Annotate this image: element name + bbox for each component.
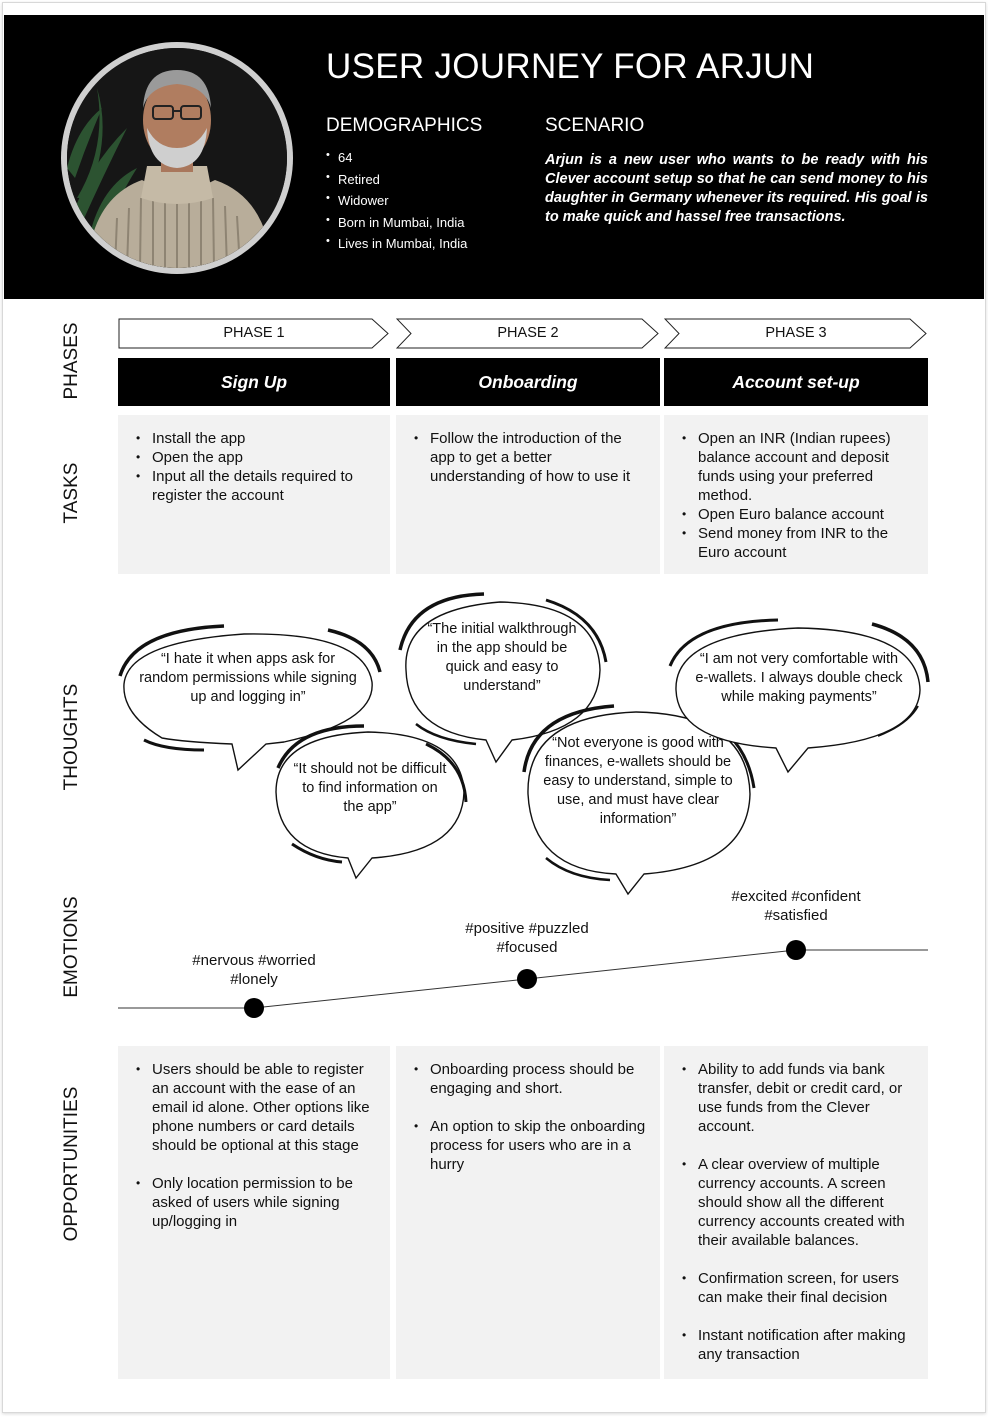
- task-item: • Follow the introduction of the app to get a better understanding of how to use it: [412, 429, 650, 486]
- thought-bubble-5: [668, 616, 930, 776]
- row-label-thoughts: THOUGHTS: [61, 683, 82, 791]
- avatar: [67, 48, 287, 268]
- row-label-opportunities: OPPORTUNITIES: [61, 1086, 82, 1242]
- avatar-portrait-illustration: [67, 48, 287, 268]
- page-title: USER JOURNEY FOR ARJUN: [326, 47, 815, 86]
- phase-1-arrow: [118, 318, 390, 349]
- emotion-label-1-line2: #lonely: [230, 971, 278, 988]
- phase-3-name: Account set-up: [664, 358, 928, 406]
- row-label-phases: PHASES: [61, 322, 82, 400]
- emotion-label-2: [417, 919, 637, 957]
- emotion-label-1: [144, 951, 364, 989]
- emotion-label-3-line2: #satisfied: [764, 907, 828, 924]
- opportunities-phase-2-box: [396, 1046, 660, 1379]
- opportunity-item: • An option to skip the onboarding process for users who are in a hurry: [412, 1117, 650, 1174]
- row-label-tasks: TASKS: [61, 462, 82, 524]
- opportunity-item: • A clear overview of multiple currency accounts. A screen should show all the different currency accounts created with their available balances.: [680, 1155, 918, 1250]
- demographics-list: [326, 150, 467, 258]
- tasks-phase-2-box: [396, 415, 660, 574]
- task-item: • Send money from INR to the Euro account: [680, 524, 918, 562]
- emotion-label-1-line1: #nervous #worried: [192, 952, 316, 969]
- tasks-phase-3-box: [664, 415, 928, 574]
- demographics-heading: DEMOGRAPHICS: [326, 115, 483, 136]
- task-item: • Open Euro balance account: [680, 505, 918, 524]
- phase-3-label: PHASE 3: [765, 325, 827, 341]
- header-banner: [4, 15, 984, 299]
- opportunity-item: • Ability to add funds via bank transfer, debit or credit card, or use funds from the Clever account.: [680, 1060, 918, 1136]
- opportunity-item: • Confirmation screen, for users can make their final decision: [680, 1269, 918, 1307]
- opportunities-phase-3-box: [664, 1046, 928, 1379]
- task-item: • Open an INR (Indian rupees) balance account and deposit funds using your preferred method.: [680, 429, 918, 505]
- thought-text-1: “I hate it when apps ask for random permissions while signing up and logging in”: [139, 651, 357, 705]
- demographics-age: • 64: [326, 150, 467, 172]
- opportunity-item: • Onboarding process should be engaging and short.: [412, 1060, 650, 1098]
- task-item: • Open the app: [134, 448, 380, 467]
- tasks-phase-1-box: [118, 415, 390, 574]
- opportunities-phase-1-box: [118, 1046, 390, 1379]
- avatar-ring: [61, 42, 293, 274]
- phase-1-label: PHASE 1: [223, 325, 285, 341]
- emotion-label-3: [686, 887, 906, 925]
- emotion-label-3-line1: #excited #confident: [731, 888, 861, 905]
- phase-2-label: PHASE 2: [497, 325, 559, 341]
- thought-text-4: “Not everyone is good with finances, e-wallets should be easy to understand, simple to use, and must have clear information”: [543, 735, 733, 827]
- task-item: • Install the app: [134, 429, 380, 448]
- emotion-label-2-line1: #positive #puzzled: [465, 920, 589, 937]
- thought-text-2: “It should not be difficult to find information on the app”: [293, 761, 447, 815]
- demographics-occupation: • Retired: [326, 172, 467, 194]
- scenario-heading: SCENARIO: [545, 115, 645, 136]
- scenario-text: Arjun is a new user who wants to be ready with his Clever account setup so that he can send money to his daughter in Germany whenever its required. His goal is to make quick and hassel free transactions.: [545, 152, 928, 225]
- row-label-emotions: EMOTIONS: [61, 896, 82, 998]
- thought-text-5: “I am not very comfortable with e-wallets. I always double check while making payments”: [695, 651, 903, 705]
- opportunity-item: • Only location permission to be asked of users while signing up/logging in: [134, 1174, 380, 1231]
- phase-1-name: Sign Up: [118, 358, 390, 406]
- opportunity-item: • Users should be able to register an account with the ease of an email id alone. Other options like phone numbers or card details should be optional at this stage: [134, 1060, 380, 1155]
- opportunity-item: • Instant notification after making any transaction: [680, 1326, 918, 1364]
- thought-text-3: “The initial walkthrough in the app should be quick and easy to understand”: [427, 621, 577, 694]
- phase-2-arrow: [396, 318, 660, 349]
- demographics-residence: • Lives in Mumbai, India: [326, 236, 467, 258]
- demographics-marital-status: • Widower: [326, 193, 467, 215]
- demographics-birthplace: • Born in Mumbai, India: [326, 215, 467, 237]
- emotion-label-2-line2: #focused: [496, 939, 558, 956]
- task-item: • Input all the details required to register the account: [134, 467, 380, 505]
- phase-2-name: Onboarding: [396, 358, 660, 406]
- phase-3-arrow: [664, 318, 928, 349]
